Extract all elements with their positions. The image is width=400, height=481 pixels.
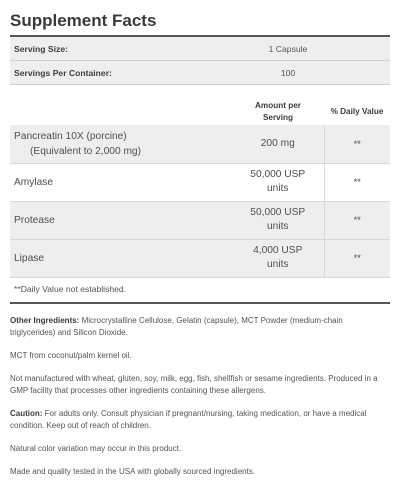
servings-per-container-row [10, 61, 390, 85]
daily-value-header: % Daily Value [330, 107, 384, 116]
ingredient-amount: 4,000 USP units [232, 239, 324, 277]
servings-per-container-value: 100 [265, 61, 390, 85]
ingredient-name: Pancreatin 10X (porcine) (Equivalent to 2,000 mg) [10, 125, 232, 163]
origin-note: Made and quality tested in the USA with globally sourced ingredients. [10, 466, 256, 476]
supplement-facts-panel [0, 9, 400, 478]
ingredient-dv: ** [324, 163, 390, 201]
ingredient-row [10, 239, 390, 277]
serving-size-value: 1 Capsule [265, 37, 390, 61]
color-note: Natural color variation may occur in this product. [10, 443, 182, 453]
serving-size-row [10, 37, 390, 61]
caution [10, 408, 390, 432]
amount-per-serving-header [232, 99, 324, 125]
ingredient-row [10, 163, 390, 201]
ingredient-header-row [10, 99, 390, 125]
ingredient-name: Protease [10, 201, 232, 239]
ingredient-amount: 50,000 USP units [232, 201, 324, 239]
amount-header-line2: Serving [262, 113, 294, 122]
ingredient-name: Lipase [10, 239, 232, 277]
caution-text: For adults only. Consult physician if pregnant/nursing, taking medication, or have a medical condition. Keep out of reach of children. [10, 408, 367, 430]
ingredient-amount: 200 mg [232, 125, 324, 163]
ingredient-dv: ** [324, 125, 390, 163]
servings-per-container-label: Servings Per Container: [10, 61, 265, 85]
panel-title: Supplement Facts [10, 11, 157, 30]
ingredient-name: Amylase [10, 163, 232, 201]
product-info [10, 315, 390, 478]
caution-label: Caution: [10, 408, 43, 418]
ingredient-row [10, 125, 390, 163]
other-ingredients-text: Microcrystalline Cellulose, Gelatin (capsule), MCT Powder (medium-chain triglycerides) and Silicon Dioxide. [10, 315, 343, 337]
ingredient-dv: ** [324, 201, 390, 239]
serving-table [10, 37, 390, 85]
ingredient-amount: 50,000 USP units [232, 163, 324, 201]
other-ingredients [10, 315, 390, 339]
mct-note: MCT from coconut/palm kernel oil. [10, 350, 132, 360]
amount-header-line1: Amount per [255, 101, 301, 110]
serving-size-label: Serving Size: [10, 37, 265, 61]
ingredient-dv: ** [324, 239, 390, 277]
ingredient-row [10, 201, 390, 239]
allergen-note: Not manufactured with wheat, gluten, soy, milk, egg, fish, shellfish or sesame ingredients. Produced in a GMP facility that processes other ingredients containing these allergens. [10, 373, 378, 395]
ingredient-table [10, 99, 390, 278]
daily-value-footnote: **Daily Value not established. [10, 278, 390, 304]
other-ingredients-label: Other Ingredients: [10, 315, 80, 325]
